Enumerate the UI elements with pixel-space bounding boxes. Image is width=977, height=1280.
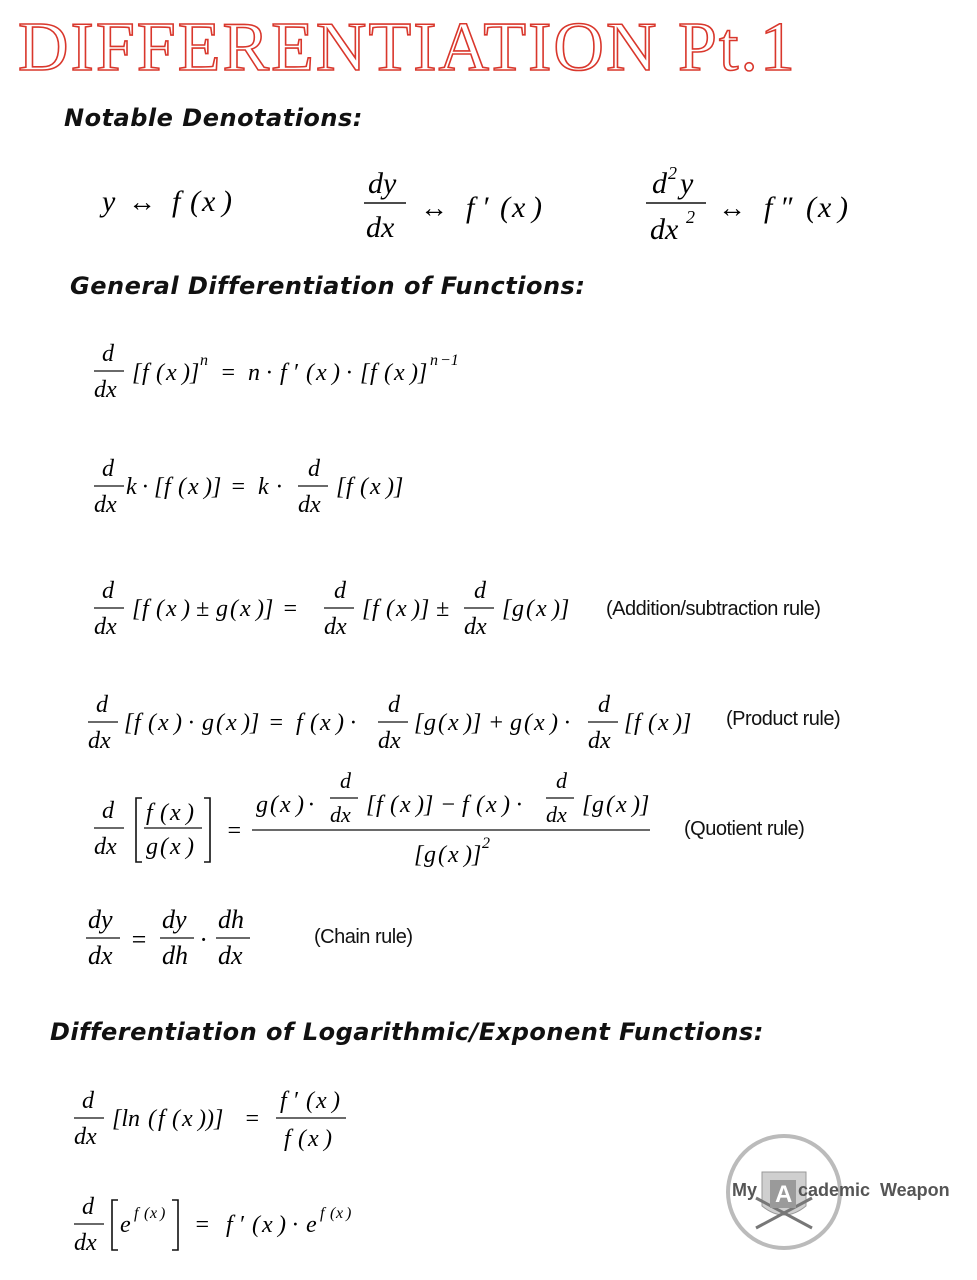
- svg-text:f ′: f ′: [466, 191, 489, 224]
- svg-text:)]: )]: [410, 360, 428, 386]
- svg-text:x: x: [448, 710, 459, 736]
- svg-text:e: e: [120, 1212, 131, 1238]
- svg-text:(: (: [330, 1205, 336, 1222]
- svg-text:x: x: [262, 1212, 273, 1238]
- svg-text:(: (: [148, 1106, 156, 1132]
- svg-text:f: f: [134, 710, 141, 736]
- svg-text:(: (: [190, 185, 200, 218]
- svg-text:x: x: [226, 710, 237, 736]
- svg-text:(: (: [230, 596, 238, 622]
- svg-text:d: d: [102, 456, 114, 482]
- svg-text:(: (: [606, 792, 614, 818]
- svg-text:): ): [332, 360, 340, 386]
- svg-text:x: x: [394, 360, 405, 386]
- svg-text:)]: )]: [182, 360, 200, 386]
- svg-text:[: [: [366, 792, 376, 818]
- svg-text:(: (: [160, 800, 168, 826]
- svg-text:): ): [278, 1212, 286, 1238]
- svg-text:(: (: [438, 842, 446, 868]
- svg-text:dx: dx: [366, 211, 395, 244]
- svg-text:y: y: [680, 167, 694, 200]
- svg-text:(: (: [500, 191, 510, 224]
- svg-text:dx: dx: [94, 492, 117, 518]
- svg-text:f: f: [158, 1106, 165, 1132]
- svg-text:e: e: [306, 1212, 317, 1238]
- label-addition-rule: (Addition/subtraction rule): [606, 598, 821, 620]
- svg-text:·: ·: [308, 792, 314, 818]
- svg-text:x: x: [316, 1088, 327, 1114]
- svg-text:(: (: [438, 710, 446, 736]
- label-chain-rule: (Chain rule): [314, 926, 413, 948]
- svg-text:g: g: [592, 792, 604, 818]
- svg-text:f: f: [164, 474, 171, 500]
- svg-text:±: ±: [436, 596, 450, 622]
- svg-text:d: d: [82, 1194, 94, 1220]
- logo-text-cademic: cademic: [798, 1180, 871, 1200]
- svg-text:·: ·: [346, 360, 352, 386]
- formula-product-rule: [84, 688, 704, 758]
- svg-text:dx: dx: [88, 728, 111, 754]
- svg-text:(: (: [252, 1212, 260, 1238]
- svg-text:x: x: [818, 191, 832, 224]
- svg-text:x: x: [536, 596, 547, 622]
- svg-text:x: x: [182, 1106, 193, 1132]
- svg-text:[: [: [360, 360, 370, 386]
- svg-text:·: ·: [266, 360, 272, 386]
- svg-text:f: f: [142, 360, 149, 386]
- svg-text:g: g: [424, 710, 436, 736]
- svg-text:2: 2: [668, 163, 677, 183]
- svg-text:−1: −1: [440, 352, 459, 369]
- svg-text:dx: dx: [378, 728, 401, 754]
- svg-text:x: x: [240, 596, 251, 622]
- label-product-rule: (Product rule): [726, 708, 841, 730]
- svg-text:): ): [174, 710, 182, 736]
- svg-text:k: k: [258, 474, 269, 500]
- svg-text:dx: dx: [298, 492, 321, 518]
- svg-text:)]: )]: [464, 710, 482, 736]
- svg-text:x: x: [150, 1205, 158, 1222]
- svg-text:x: x: [280, 792, 291, 818]
- svg-text:(: (: [384, 360, 392, 386]
- svg-text:x: x: [170, 834, 181, 860]
- svg-text:g: g: [510, 710, 522, 736]
- svg-text:dx: dx: [94, 377, 117, 403]
- svg-text:))]: ))]: [198, 1106, 224, 1132]
- formula-power-rule: [88, 335, 508, 410]
- svg-text:x: x: [512, 191, 526, 224]
- svg-text:dh: dh: [162, 941, 188, 970]
- label-quotient-rule: (Quotient rule): [684, 818, 805, 840]
- svg-text:[: [: [502, 596, 512, 622]
- svg-text:(: (: [148, 710, 156, 736]
- svg-text:): ): [186, 834, 194, 860]
- svg-text:x: x: [534, 710, 545, 736]
- formula-constant-rule: [88, 452, 428, 522]
- svg-text:): ): [186, 800, 194, 826]
- svg-text:)]: )]: [242, 710, 260, 736]
- svg-text:n: n: [430, 352, 438, 369]
- svg-text:=: =: [220, 360, 237, 386]
- svg-text:·: ·: [188, 710, 194, 736]
- svg-text:(: (: [386, 596, 394, 622]
- svg-text:f: f: [462, 792, 469, 818]
- svg-text:f: f: [172, 185, 181, 218]
- svg-text:x: x: [166, 596, 177, 622]
- svg-text:x: x: [320, 710, 331, 736]
- svg-text:[: [: [132, 360, 142, 386]
- svg-text:[: [: [154, 474, 164, 500]
- svg-text:2: 2: [482, 835, 490, 852]
- svg-text:(: (: [360, 474, 368, 500]
- svg-text:d: d: [102, 798, 114, 824]
- svg-text:x: x: [486, 792, 497, 818]
- svg-text:·: ·: [276, 474, 282, 500]
- svg-text:dx: dx: [94, 614, 117, 640]
- svg-text:(: (: [160, 834, 168, 860]
- svg-text:[: [: [582, 792, 592, 818]
- svg-text:f: f: [296, 710, 303, 736]
- svg-text:f ′: f ′: [280, 360, 298, 386]
- svg-text:(: (: [178, 474, 186, 500]
- svg-text:n: n: [248, 360, 260, 386]
- svg-text:): ): [502, 792, 510, 818]
- svg-text:(: (: [306, 360, 314, 386]
- svg-text:x: x: [448, 842, 459, 868]
- svg-text:): ): [160, 1205, 166, 1222]
- svg-text:): ): [532, 191, 542, 224]
- svg-text:dx: dx: [74, 1230, 97, 1256]
- svg-text:x: x: [188, 474, 199, 500]
- svg-text:=: =: [244, 1106, 261, 1132]
- svg-text:dx: dx: [94, 834, 117, 860]
- heading-log-exp-differentiation: Differentiation of Logarithmic/Exponent Functions:: [50, 1018, 764, 1046]
- svg-text:)]: )]: [632, 792, 650, 818]
- svg-text:=: =: [282, 596, 299, 622]
- svg-text:g: g: [256, 792, 268, 818]
- svg-text:(: (: [524, 710, 532, 736]
- svg-text:x: x: [396, 596, 407, 622]
- svg-text:f: f: [142, 596, 149, 622]
- svg-text:f ′: f ′: [280, 1088, 298, 1114]
- svg-text:dh: dh: [218, 905, 244, 934]
- svg-text:): ): [222, 185, 232, 218]
- svg-text:dy: dy: [88, 905, 113, 934]
- svg-text:=: =: [130, 925, 148, 954]
- svg-text:x: x: [616, 792, 627, 818]
- svg-text:[: [: [414, 710, 424, 736]
- svg-text:d: d: [340, 768, 351, 793]
- svg-text:(: (: [390, 792, 398, 818]
- logo-letter-a: A: [775, 1181, 793, 1208]
- svg-text:dx: dx: [324, 614, 347, 640]
- svg-text:(: (: [476, 792, 484, 818]
- svg-text:dy: dy: [368, 167, 397, 200]
- svg-text:(: (: [298, 1126, 306, 1152]
- svg-text:): ): [838, 191, 848, 224]
- svg-text:): ): [296, 792, 304, 818]
- svg-text:x: x: [308, 1126, 319, 1152]
- svg-text:d: d: [102, 578, 114, 604]
- svg-text:d: d: [82, 1088, 94, 1114]
- svg-text:x: x: [166, 360, 177, 386]
- svg-text:g: g: [146, 834, 158, 860]
- formula-quotient-rule: [88, 768, 668, 878]
- svg-text:g: g: [202, 710, 214, 736]
- svg-text:(: (: [144, 1205, 150, 1222]
- svg-text:(: (: [306, 1088, 314, 1114]
- svg-text:): ): [550, 710, 558, 736]
- svg-text:d: d: [474, 578, 486, 604]
- svg-text:)]: )]: [674, 710, 692, 736]
- svg-text:·: ·: [292, 1212, 298, 1238]
- svg-text:)]: )]: [256, 596, 274, 622]
- svg-text:=: =: [230, 474, 247, 500]
- svg-text:d: d: [598, 692, 610, 718]
- svg-text:·: ·: [516, 792, 522, 818]
- svg-text:x: x: [202, 185, 216, 218]
- formula-exponential-rule: [68, 1184, 388, 1264]
- svg-text:)]: )]: [386, 474, 404, 500]
- svg-text:d: d: [334, 578, 346, 604]
- svg-text:dx: dx: [588, 728, 611, 754]
- svg-text:dx: dx: [330, 802, 351, 827]
- svg-text:x: x: [316, 360, 327, 386]
- svg-text:dx: dx: [218, 941, 243, 970]
- svg-text:f ′: f ′: [226, 1212, 244, 1238]
- svg-text:(: (: [216, 710, 224, 736]
- svg-text:f: f: [376, 792, 383, 818]
- svg-text:)]: )]: [204, 474, 222, 500]
- svg-text:(: (: [526, 596, 534, 622]
- svg-text:=: =: [268, 710, 285, 736]
- heading-general-differentiation: General Differentiation of Functions:: [70, 272, 586, 300]
- my-academic-weapon-logo: [722, 1128, 958, 1258]
- svg-text:f: f: [372, 596, 379, 622]
- svg-text:[: [: [336, 474, 346, 500]
- svg-text:x: x: [158, 710, 169, 736]
- svg-text:(: (: [156, 596, 164, 622]
- svg-text:(: (: [806, 191, 816, 224]
- svg-text:x: x: [658, 710, 669, 736]
- formula-log-rule: [68, 1078, 368, 1160]
- svg-text:f: f: [320, 1205, 325, 1222]
- svg-text:f: f: [284, 1126, 291, 1152]
- svg-text:·: ·: [564, 710, 570, 736]
- svg-text:f: f: [146, 800, 153, 826]
- formula-denotations: [90, 155, 880, 255]
- svg-text:(: (: [270, 792, 278, 818]
- svg-text:·: ·: [142, 474, 148, 500]
- logo-text-my: My: [732, 1180, 758, 1200]
- logo-text-weapon: Weapon: [880, 1180, 950, 1200]
- svg-text:d: d: [96, 692, 108, 718]
- svg-text:d: d: [388, 692, 400, 718]
- svg-text:k: k: [126, 474, 137, 500]
- svg-text:dx: dx: [74, 1124, 97, 1150]
- svg-text:↔: ↔: [128, 187, 156, 218]
- svg-text:d: d: [308, 456, 320, 482]
- svg-text:dx: dx: [464, 614, 487, 640]
- svg-text:±: ±: [196, 596, 210, 622]
- svg-text:−: −: [440, 792, 457, 818]
- svg-text:g: g: [216, 596, 228, 622]
- svg-text:): ): [336, 710, 344, 736]
- svg-text:f: f: [370, 360, 377, 386]
- svg-text:(: (: [172, 1106, 180, 1132]
- svg-text:y: y: [102, 185, 116, 218]
- svg-text:): ): [182, 596, 190, 622]
- svg-text:[: [: [124, 710, 134, 736]
- svg-text:g: g: [512, 596, 524, 622]
- svg-text:(: (: [648, 710, 656, 736]
- svg-text:f: f: [346, 474, 353, 500]
- svg-text:x: x: [370, 474, 381, 500]
- svg-text:x: x: [400, 792, 411, 818]
- svg-text:)]: )]: [412, 596, 430, 622]
- svg-text:2: 2: [686, 207, 695, 227]
- svg-text:)]: )]: [464, 842, 482, 868]
- svg-text:[: [: [132, 596, 142, 622]
- svg-text:x: x: [336, 1205, 344, 1222]
- svg-text:g: g: [424, 842, 436, 868]
- svg-text:d: d: [556, 768, 567, 793]
- svg-text:dx: dx: [650, 213, 679, 246]
- svg-text:dx: dx: [88, 941, 113, 970]
- svg-text:): ): [324, 1126, 332, 1152]
- svg-text:(: (: [156, 360, 164, 386]
- svg-text:=: =: [194, 1212, 211, 1238]
- svg-text:↔: ↔: [718, 193, 746, 224]
- svg-text:[: [: [414, 842, 424, 868]
- svg-text:=: =: [226, 818, 243, 844]
- svg-text:n: n: [200, 352, 208, 369]
- svg-text:[: [: [624, 710, 634, 736]
- svg-text:d: d: [652, 167, 667, 200]
- svg-text:f ″: f ″: [764, 191, 793, 224]
- svg-text:dx: dx: [546, 802, 567, 827]
- svg-text:[ln: [ln: [112, 1106, 141, 1132]
- svg-text:·: ·: [350, 710, 356, 736]
- svg-text:[: [: [362, 596, 372, 622]
- heading-notable-denotations: Notable Denotations:: [64, 104, 363, 132]
- svg-text:)]: )]: [552, 596, 570, 622]
- svg-text:·: ·: [200, 925, 207, 954]
- svg-text:f: f: [634, 710, 641, 736]
- svg-text:dy: dy: [162, 905, 187, 934]
- svg-text:): ): [346, 1205, 352, 1222]
- svg-text:f: f: [134, 1205, 139, 1222]
- formula-addition-rule: [88, 574, 588, 644]
- svg-text:d: d: [102, 341, 114, 367]
- svg-text:)]: )]: [416, 792, 434, 818]
- svg-text:↔: ↔: [420, 193, 448, 224]
- formula-chain-rule: [84, 900, 264, 974]
- svg-text:x: x: [170, 800, 181, 826]
- svg-text:): ): [332, 1088, 340, 1114]
- svg-text:+: +: [488, 710, 505, 736]
- svg-text:(: (: [310, 710, 318, 736]
- page-title: DIFFERENTIATION Pt.1: [18, 9, 797, 86]
